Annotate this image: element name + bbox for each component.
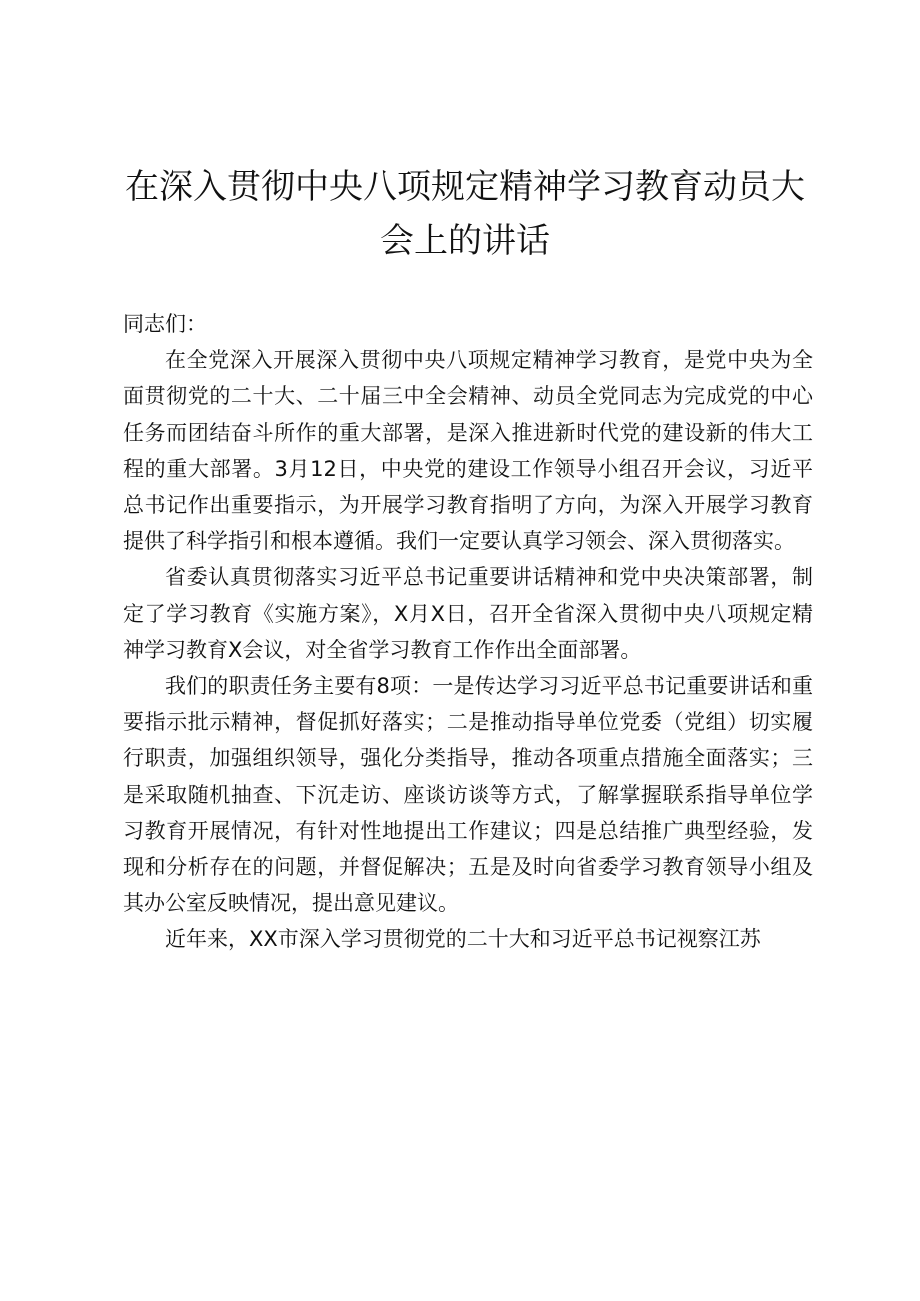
document-body — [123, 306, 813, 958]
paragraph-2: 省委认真贯彻落实习近平总书记重要讲话精神和党中央决策部署，制定了学习教育《实施方案》，X月X日，召开全省深入贯彻中央八项规定精神学习教育X会议，对全省学习教育工作作出全面部署。 — [123, 565, 813, 662]
salutation: 同志们： — [123, 312, 207, 336]
paragraph-3: 我们的职责任务主要有8项：一是传达学习习近平总书记重要讲话和重要指示批示精神，督促抓好落实；二是推动指导单位党委（党组）切实履行职责，加强组织领导，强化分类指导，推动各项重点措施全面落实；三是采取随机抽查、下沉走访、座谈访谈等方式，了解掌握联系指导单位学习教育开展情况，有针对性地提出工作建议；四是总结推广典型经验，发现和分析存在的问题，并督促解决；五是及时向省委学习教育领导小组及其办公室反映情况，提出意见建议。 — [123, 674, 813, 916]
paragraph-4: 近年来，XX市深入学习贯彻党的二十大和习近平总书记视察江苏 — [165, 927, 761, 952]
document-title: 在深入贯彻中央八项规定精神学习教育动员大会上的讲话 — [125, 167, 805, 261]
paragraph-1: 在全党深入开展深入贯彻中央八项规定精神学习教育，是党中央为全面贯彻党的二十大、二十届三中全会精神、动员全党同志为完成党的中心任务而团结奋斗所作的重大部署，是深入推进新时代党的建设新的伟大工程的重大部署。3月12日，中央党的建设工作领导小组召开会议，习近平总书记作出重要指示，为开展学习教育指明了方向，为深入开展学习教育提供了科学指引和根本遵循。我们一定要认真学习领会、深入贯彻落实。 — [123, 348, 813, 554]
